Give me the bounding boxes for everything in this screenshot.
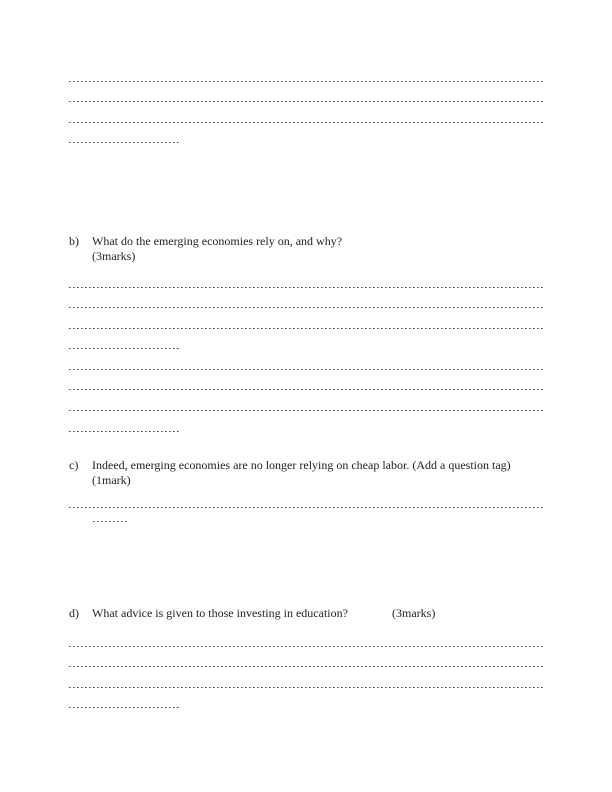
answer-line bbox=[69, 370, 543, 391]
answer-line bbox=[69, 288, 543, 309]
question-d-label: d) bbox=[69, 606, 79, 620]
question-c bbox=[69, 458, 543, 488]
answer-block-b bbox=[69, 267, 543, 432]
question-d bbox=[69, 606, 543, 621]
answer-block-d bbox=[69, 626, 543, 708]
answer-line bbox=[69, 267, 543, 288]
answer-block-top bbox=[69, 62, 543, 144]
question-c-text: Indeed, emerging economies are no longer relying on cheap labor. (Add a question tag) bbox=[92, 458, 511, 472]
answer-line bbox=[69, 626, 543, 647]
question-b-body bbox=[92, 234, 543, 264]
question-b-label: b) bbox=[69, 234, 79, 248]
answer-line bbox=[69, 350, 543, 371]
answer-line bbox=[69, 647, 543, 668]
answer-line-short bbox=[69, 123, 179, 144]
answer-line bbox=[69, 391, 543, 412]
question-d-body bbox=[92, 606, 543, 621]
answer-line-short bbox=[69, 329, 179, 350]
question-b-marks: (3marks) bbox=[92, 249, 136, 263]
answer-line bbox=[69, 103, 543, 124]
answer-line-short bbox=[69, 411, 179, 432]
question-b bbox=[69, 234, 543, 264]
question-d-marks: (3marks) bbox=[392, 606, 436, 620]
answer-line-short bbox=[69, 688, 179, 709]
question-c-body bbox=[92, 458, 543, 488]
answer-line bbox=[69, 668, 543, 689]
answer-line bbox=[69, 487, 543, 508]
question-b-text: What do the emerging economies rely on, and why? bbox=[92, 234, 343, 248]
question-c-label: c) bbox=[69, 458, 79, 472]
answer-line bbox=[69, 62, 543, 83]
answer-block-c bbox=[69, 487, 543, 522]
question-c-marks: (1mark) bbox=[92, 473, 131, 487]
answer-line bbox=[69, 82, 543, 103]
answer-dots-short bbox=[93, 508, 129, 523]
answer-line bbox=[69, 308, 543, 329]
question-d-text: What advice is given to those investing in education? bbox=[92, 606, 348, 620]
